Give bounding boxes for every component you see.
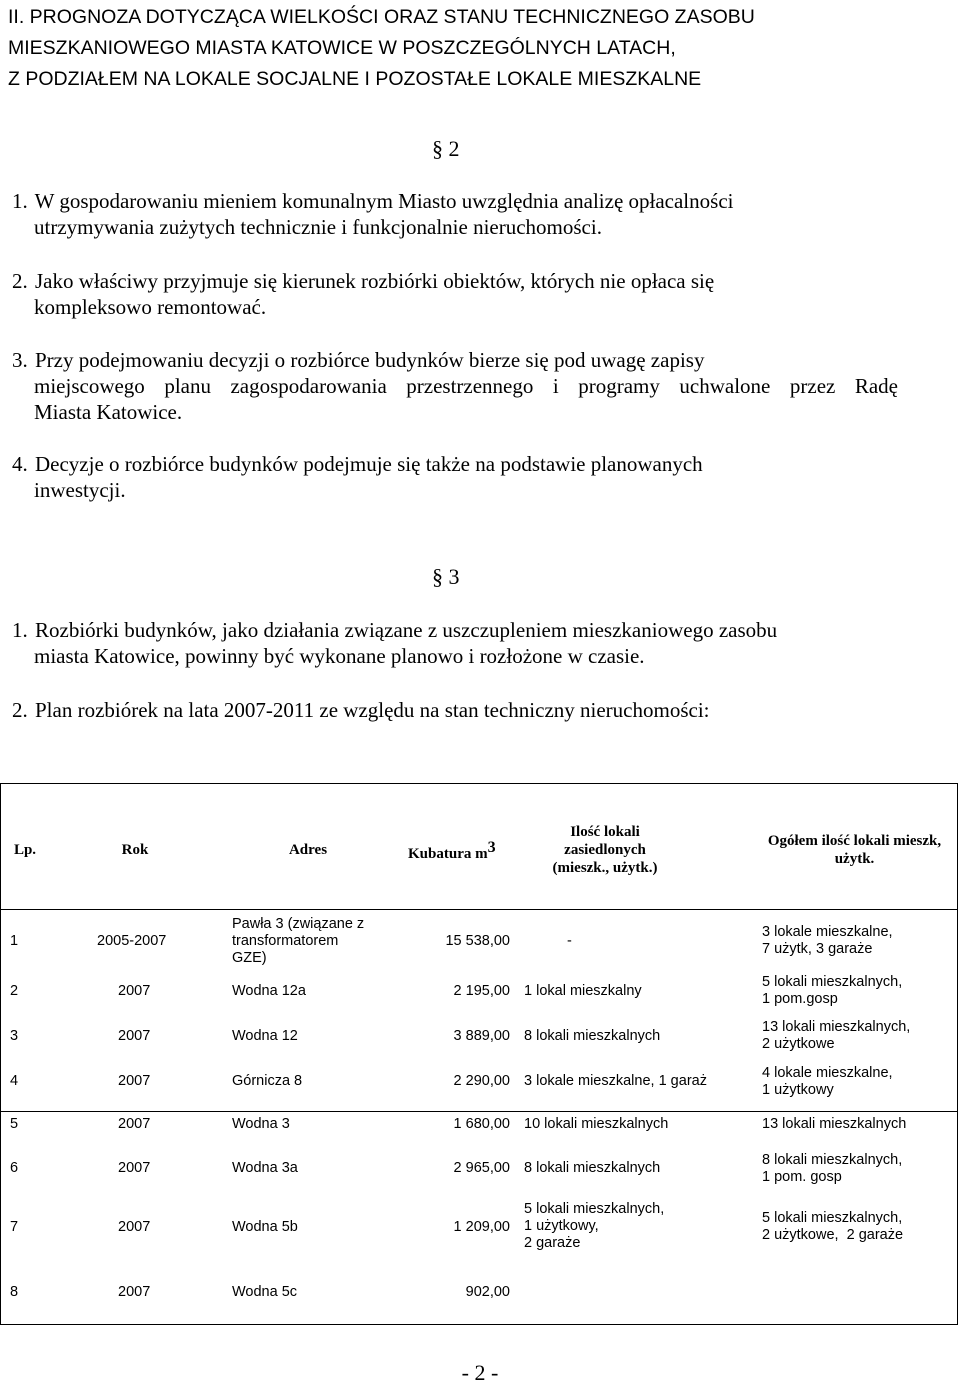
section3-item-2	[12, 697, 898, 723]
header-lp: Lp.	[13, 842, 37, 858]
cell-line: Pawła 3 (związane z	[232, 916, 365, 932]
cell-rok: 2007	[118, 1160, 151, 1176]
header-kubatura-unit: 3	[487, 839, 496, 856]
item-text: inwestycji.	[34, 478, 126, 502]
demolition-plan-table	[0, 783, 958, 1325]
cell-kubatura: 2 965,00	[453, 1160, 510, 1176]
header-kubatura-label: Kubatura m	[408, 846, 488, 862]
cell-line: 4 lokale mieszkalne,	[762, 1065, 893, 1081]
cell-line: 7 użytk, 3 garaże	[762, 941, 873, 957]
item-number: 2.	[12, 269, 28, 293]
document-heading	[8, 2, 953, 95]
cell-lp: 3	[10, 1028, 19, 1044]
section2-item-1	[12, 188, 898, 240]
header-line: użytk.	[834, 851, 875, 867]
cell-ogolem	[762, 1210, 903, 1244]
cell-ilosc: -	[567, 933, 572, 949]
cell-rok: 2007	[118, 1284, 151, 1300]
item-text: Rozbiórki budynków, jako działania związane z uszczupleniem mieszkaniowego zasobu	[35, 618, 778, 642]
cell-line: 2 użytkowe	[762, 1036, 835, 1052]
cell-kubatura: 1 680,00	[453, 1116, 510, 1132]
cell-kubatura: 15 538,00	[445, 933, 510, 949]
header-ilosc	[530, 823, 680, 877]
item-number: 1.	[12, 189, 28, 213]
item-text: Miasta Katowice.	[34, 400, 183, 424]
cell-kubatura: 3 889,00	[453, 1028, 510, 1044]
item-text: miasta Katowice, powinny być wykonane planowo i rozłożone w czasie.	[34, 644, 645, 668]
cell-rok: 2005-2007	[97, 933, 167, 949]
cell-line: 1 pom. gosp	[762, 1169, 842, 1185]
header-kubatura	[408, 839, 518, 863]
cell-lp: 5	[10, 1116, 19, 1132]
item-number: 3.	[12, 348, 28, 372]
header-rok: Rok	[121, 842, 149, 858]
cell-rok: 2007	[118, 1116, 151, 1132]
item-number: 4.	[12, 452, 28, 476]
cell-line: 1 pom.gosp	[762, 991, 838, 1007]
section2-item-3	[12, 347, 898, 425]
section-sign-2: § 2	[432, 136, 460, 161]
cell-line: GZE)	[232, 950, 267, 966]
cell-ilosc: 3 lokale mieszkalne, 1 garaż	[524, 1073, 707, 1089]
item-text: kompleksowo remontować.	[34, 295, 267, 319]
item-text: Decyzje o rozbiórce budynków podejmuje się także na podstawie planowanych	[35, 452, 703, 476]
cell-adres: Wodna 12	[232, 1028, 298, 1044]
cell-ilosc: 1 lokal mieszkalny	[524, 983, 642, 999]
cell-lp: 8	[10, 1284, 19, 1300]
cell-line: 13 lokali mieszkalnych,	[762, 1019, 911, 1035]
item-text: utrzymywania zużytych technicznie i funkcjonalnie nieruchomości.	[34, 215, 602, 239]
cell-ogolem	[762, 1019, 910, 1053]
header-line: zasiedlonych	[564, 842, 646, 858]
cell-ogolem	[762, 1065, 893, 1099]
cell-ogolem	[762, 1152, 902, 1186]
cell-rok: 2007	[118, 1028, 151, 1044]
cell-kubatura: 1 209,00	[453, 1219, 510, 1235]
cell-lp: 2	[10, 983, 19, 999]
item-text: Przy podejmowaniu decyzji o rozbiórce budynków bierze się pod uwagę zapisy	[35, 348, 705, 372]
cell-ilosc: 8 lokali mieszkalnych	[524, 1028, 661, 1044]
cell-line: 5 lokali mieszkalnych,	[762, 1210, 903, 1226]
cell-rok: 2007	[118, 1073, 151, 1089]
cell-kubatura: 2 195,00	[453, 983, 510, 999]
heading-line: MIESZKANIOWEGO MIASTA KATOWICE W POSZCZEGÓLNYCH LATACH,	[8, 37, 676, 59]
item-text: Plan rozbiórek na lata 2007-2011 ze względu na stan techniczny nieruchomości:	[35, 698, 710, 722]
header-line: Ilość lokali	[570, 824, 640, 840]
cell-rok: 2007	[118, 1219, 151, 1235]
header-line: Ogółem ilość lokali mieszk,	[767, 833, 942, 849]
cell-lp: 4	[10, 1073, 19, 1089]
cell-line: 3 lokale mieszkalne,	[762, 924, 893, 940]
cell-ilosc: 8 lokali mieszkalnych	[524, 1160, 661, 1176]
cell-adres: Wodna 5c	[232, 1284, 298, 1300]
cell-ogolem	[762, 974, 902, 1008]
cell-adres	[232, 916, 364, 967]
cell-ilosc	[524, 1201, 664, 1252]
cell-line: 8 lokali mieszkalnych,	[762, 1152, 903, 1168]
table-border	[0, 783, 1, 1325]
table-border	[957, 783, 958, 1325]
cell-adres: Górnicza 8	[232, 1073, 303, 1089]
cell-adres: Wodna 3a	[232, 1160, 298, 1176]
cell-rok: 2007	[118, 983, 151, 999]
cell-ogolem: 13 lokali mieszkalnych	[762, 1116, 907, 1132]
item-number: 1.	[12, 618, 28, 642]
header-line: (mieszk., użytk.)	[552, 860, 658, 876]
cell-adres: Wodna 3	[232, 1116, 290, 1132]
cell-line: 2 użytkowe, 2 garaże	[762, 1227, 904, 1243]
cell-ilosc: 10 lokali mieszkalnych	[524, 1116, 669, 1132]
cell-kubatura: 2 290,00	[453, 1073, 510, 1089]
cell-adres: Wodna 5b	[232, 1219, 298, 1235]
section3-item-1	[12, 617, 898, 669]
cell-line: 5 lokali mieszkalnych,	[524, 1201, 665, 1217]
heading-line: II. PROGNOZA DOTYCZĄCA WIELKOŚCI ORAZ STANU TECHNICZNEGO ZASOBU	[8, 6, 755, 28]
table-row-divider	[0, 1111, 958, 1112]
header-adres: Adres	[288, 842, 328, 858]
cell-lp: 7	[10, 1219, 19, 1235]
cell-line: 2 garaże	[524, 1235, 581, 1251]
header-ogolem	[752, 832, 957, 868]
heading-line: Z PODZIAŁEM NA LOKALE SOCJALNE I POZOSTAŁE LOKALE MIESZKALNE	[8, 68, 702, 90]
cell-line: 1 użytkowy,	[524, 1218, 599, 1234]
cell-line: 5 lokali mieszkalnych,	[762, 974, 903, 990]
table-border	[0, 1324, 958, 1325]
table-border	[0, 909, 958, 910]
cell-lp: 1	[10, 933, 19, 949]
item-number: 2.	[12, 698, 28, 722]
cell-ogolem	[762, 924, 893, 958]
cell-line: transformatorem	[232, 933, 339, 949]
section2-item-4	[12, 451, 898, 503]
cell-line: 1 użytkowy	[762, 1082, 834, 1098]
cell-adres: Wodna 12a	[232, 983, 306, 999]
item-text: Jako właściwy przyjmuje się kierunek rozbiórki obiektów, których nie opłaca się	[35, 269, 715, 293]
cell-lp: 6	[10, 1160, 19, 1176]
cell-kubatura: 902,00	[465, 1284, 510, 1300]
table-border	[0, 783, 958, 784]
section-sign-3: § 3	[432, 564, 460, 589]
item-text: W gospodarowaniu mieniem komunalnym Miasto uwzględnia analizę opłacalności	[34, 189, 734, 213]
section2-item-2	[12, 268, 898, 320]
item-text: miejscowego planu zagospodarowania przestrzennego i programy uchwalone przez Radę	[34, 374, 898, 398]
page-number: - 2 -	[461, 1360, 499, 1385]
